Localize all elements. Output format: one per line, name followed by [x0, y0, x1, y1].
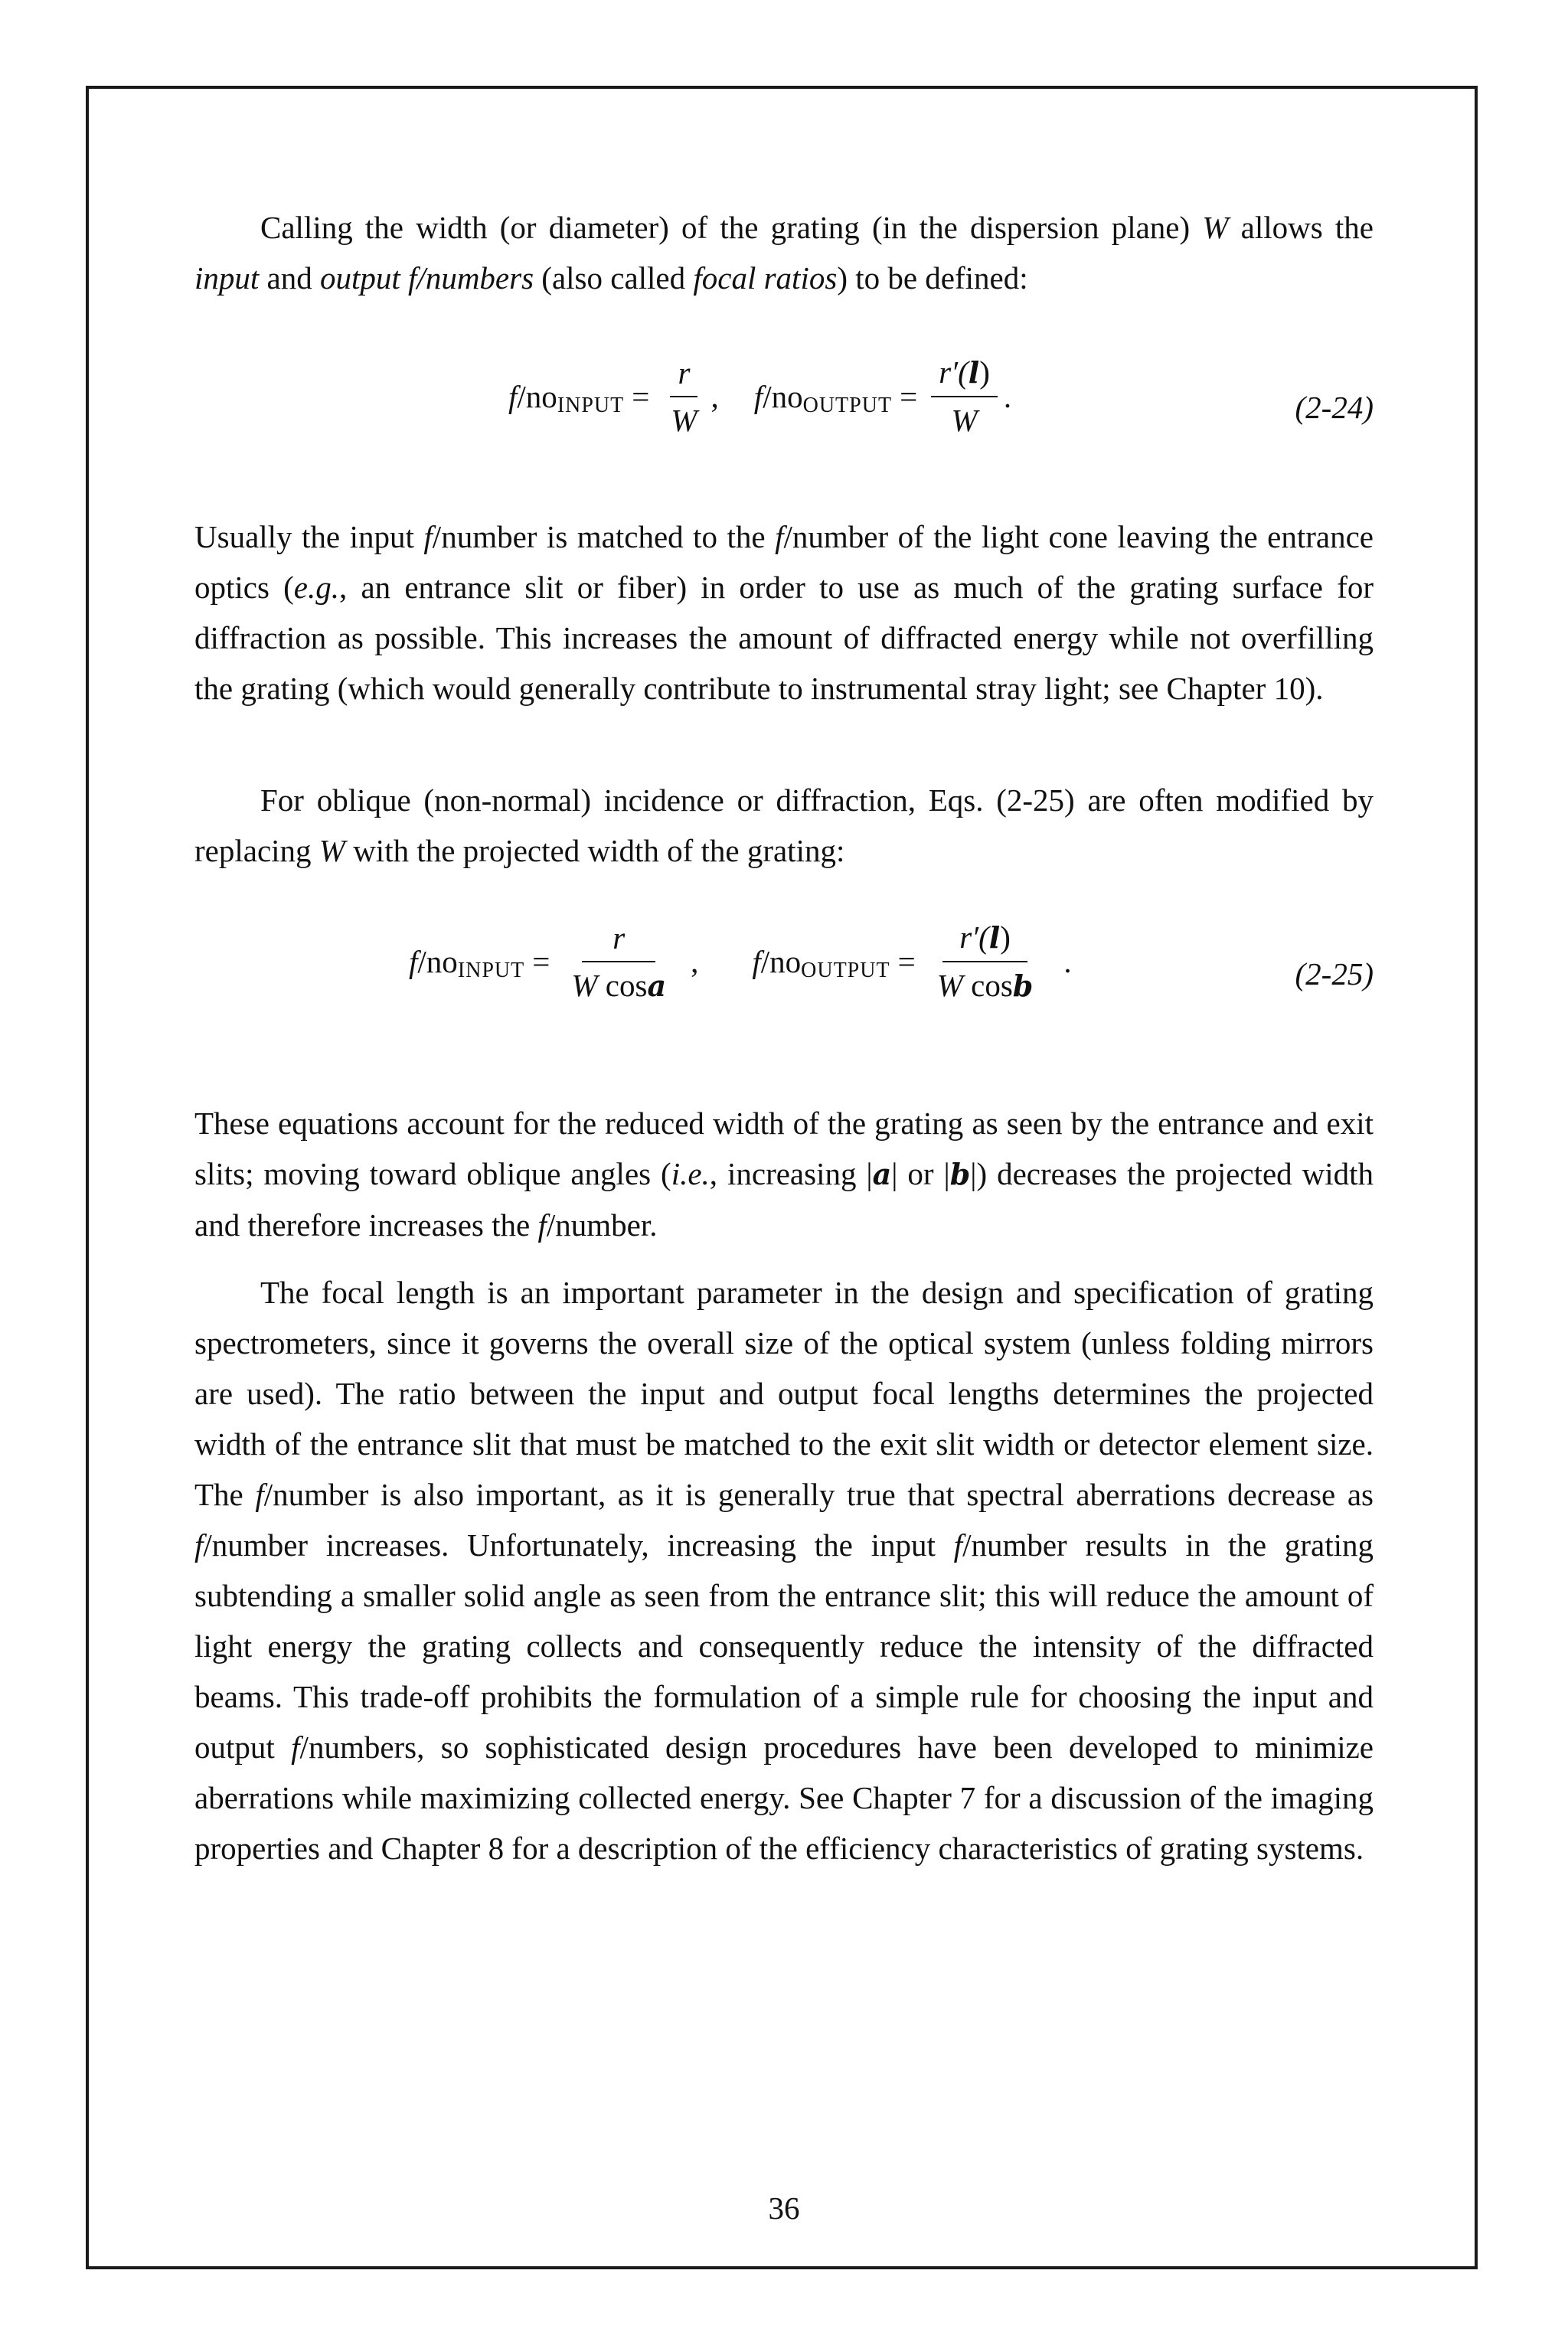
equation-number-2-24: (2-24) [1295, 390, 1374, 425]
italic-output-fnumbers: output f/numbers [320, 260, 534, 296]
symbol-no: /no [417, 944, 458, 979]
symbol-f: f [753, 378, 763, 414]
italic-f: f [291, 1730, 300, 1765]
text-span: /number of the light cone leaving the entrance optics ( [194, 519, 1374, 605]
paragraph-3 [194, 775, 1374, 876]
paragraph-5-block [194, 1267, 1374, 1873]
paragraph-1-block [194, 202, 1374, 303]
fraction-r-over-wcosa [564, 918, 674, 1006]
italic-focal-ratios: focal ratios [693, 260, 838, 296]
denominator-wcosb [929, 962, 1041, 1006]
italic-f: f [194, 1527, 204, 1563]
page-number: 36 [768, 2190, 800, 2226]
symbol-no: /no [763, 378, 803, 414]
fraction-r-over-w [663, 353, 704, 440]
paragraph-2-block [194, 511, 1374, 714]
symbol-no: /no [760, 944, 802, 979]
denominator-w: W [951, 403, 978, 438]
italic-ie: i.e. [671, 1156, 710, 1191]
subscript-output: OUTPUT [802, 393, 893, 417]
symbol-f: f [508, 378, 518, 414]
beta-symbol: b [949, 1157, 971, 1191]
text-span: The focal length is an important parameter in the design and specification of grating spectrometers, since it governs the overall size of the optical system (unless folding mirrors are used). The ratio between the input and output focal lengths determines the projected width of the entrance slit that must be matched to the exit slit width or detector element size. The [194, 1275, 1374, 1512]
equation-2-24-body [508, 352, 1011, 440]
italic-f: f [775, 519, 784, 554]
fraction-rprime-over-w [931, 352, 998, 440]
equals-sign: = [532, 944, 550, 979]
close-paren: ) [979, 354, 990, 390]
text-span: /number is matched to the [432, 519, 776, 554]
paragraph-5 [194, 1267, 1374, 1873]
text-span: For oblique (non-normal) incidence or diffraction, Eqs. (2-25) are often modified by replacing [194, 782, 1374, 868]
period: . [1003, 378, 1012, 414]
text-span: /number increases. Unfortunately, increasing the input [203, 1527, 954, 1563]
equation-2-25 [194, 917, 1374, 1032]
rprime: r′( [959, 920, 989, 955]
italic-input: input [194, 260, 260, 296]
text-span: |) decreases the projected width and therefore increases the [194, 1156, 1374, 1243]
rprime: r′( [939, 354, 969, 390]
comma: , [691, 944, 699, 979]
equals-sign: = [632, 378, 650, 414]
numerator-r: r [582, 918, 655, 962]
text-span: and [259, 260, 320, 296]
lambda-symbol: l [968, 355, 980, 390]
symbol-f: f [752, 944, 761, 979]
alpha-symbol: a [647, 968, 667, 1003]
subscript-input: INPUT [557, 393, 625, 417]
equals-sign: = [900, 378, 918, 414]
text-span: | or | [891, 1156, 950, 1191]
italic-f: f [255, 1477, 264, 1512]
equals-sign: = [897, 944, 916, 979]
w-symbol: W [571, 967, 598, 1003]
alpha-symbol: a [872, 1157, 892, 1191]
paragraph-4-block [194, 1098, 1374, 1250]
comma: , [710, 378, 719, 414]
italic-f: f [537, 1207, 547, 1243]
text-span: /number is also important, as it is generally true that spectral aberrations decrease as [263, 1477, 1374, 1512]
italic-f: f [953, 1527, 963, 1563]
period: . [1063, 944, 1072, 979]
text-span: (also called [534, 260, 694, 296]
numerator-rprime-lambda [942, 917, 1027, 962]
equation-number-2-25: (2-25) [1295, 956, 1374, 991]
text-span: , an entrance slit or fiber) in order to use as much of the grating surface for diffraction as possible. This increases the amount of diffracted energy while not overfilling the grating (which would generally contribute to instrumental stray light; see Chapter 10). [194, 570, 1374, 706]
text-span: Usually the input [194, 519, 424, 554]
denominator-wcosa [564, 962, 674, 1006]
symbol-no: /no [517, 378, 557, 414]
text-span: with the projected width of the grating: [345, 833, 845, 868]
fraction-rprime-over-wcosb [929, 917, 1041, 1006]
text-span: allows the [1228, 210, 1374, 245]
close-paren: ) [1000, 920, 1011, 955]
lambda-symbol: l [988, 920, 1001, 955]
beta-symbol: b [1012, 969, 1034, 1003]
paragraph-4 [194, 1098, 1374, 1250]
italic-f: f [423, 519, 433, 554]
equation-2-25-body [409, 917, 1072, 1006]
numerator-rprime-lambda [931, 352, 998, 397]
italic-w: W [1202, 210, 1229, 245]
paragraph-2 [194, 511, 1374, 714]
text-span: /numbers, so sophisticated design procedures have been developed to minimize aberrations while maximizing collected energy. See Chapter 7 for a discussion of the imaging properties and Chapter 8 for a description of the efficiency characteristics of grating systems. [194, 1730, 1374, 1866]
cos: cos [962, 968, 1013, 1003]
denominator-w: W [671, 402, 697, 438]
text-span: Calling the width (or diameter) of the grating (in the dispersion plane) [260, 210, 1203, 245]
cos: cos [597, 967, 648, 1003]
symbol-f: f [409, 944, 418, 979]
italic-eg: e.g. [293, 570, 339, 605]
w-symbol: W [936, 968, 963, 1003]
italic-w: W [318, 833, 345, 868]
text-span: ) to be defined: [837, 260, 1028, 296]
text-span: /number. [546, 1207, 658, 1243]
paragraph-3-block [194, 775, 1374, 876]
numerator-r: r [670, 353, 697, 397]
text-span: /number results in the grating subtending a smaller solid angle as seen from the entrance slit; this will reduce the amount of light energy the grating collects and consequently reduce the intensity of the diffracted beams. This trade-off prohibits the formulation of a simple rule for choosing the input and output [194, 1527, 1374, 1765]
text-span: These equations account for the reduced width of the grating as seen by the entrance and exit slits; moving toward oblique angles ( [194, 1106, 1374, 1191]
equation-2-24 [194, 352, 1374, 459]
paragraph-1 [194, 202, 1374, 303]
subscript-input: INPUT [457, 959, 525, 982]
text-span: , increasing | [709, 1156, 873, 1191]
subscript-output: OUTPUT [801, 959, 890, 982]
